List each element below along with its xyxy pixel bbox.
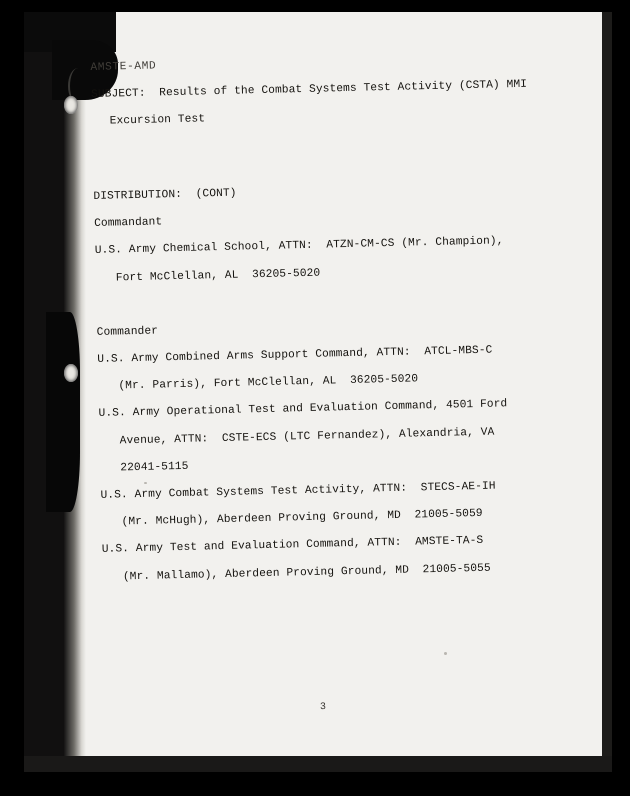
block-1-line-3: Avenue, ATTN: CSTE-ECS (LTC Fernandez), Alexandria, VA <box>99 426 495 448</box>
block-0-line-0: U.S. Army Chemical School, ATTN: ATZN-CM-CS (Mr. Champion), <box>94 235 504 258</box>
subject-line-1: SUBJECT: Results of the Combat Systems Test Activity (CSTA) MMI <box>90 78 528 101</box>
header-code: AMSTE-AMD <box>90 60 157 74</box>
block-1-line-5: U.S. Army Combat Systems Test Activity, ATTN: STECS-AE-IH <box>100 480 496 502</box>
block-1-line-7: U.S. Army Test and Evaluation Command, ATTN: AMSTE-TA-S <box>101 535 484 557</box>
scan-speck <box>444 652 447 655</box>
block-1-line-8: (Mr. Mallamo), Aberdeen Proving Ground, MD 21005-5055 <box>102 562 491 584</box>
block-1-line-1: (Mr. Parris), Fort McClellan, AL 36205-5020 <box>97 373 419 394</box>
block-1-line-4: 22041-5115 <box>99 460 189 475</box>
block-1-line-2: U.S. Army Operational Test and Evaluation Command, 4501 Ford <box>98 398 508 421</box>
right-edge-shadow <box>602 12 612 772</box>
distribution-heading: DISTRIBUTION: (CONT) <box>93 187 237 203</box>
block-1-title: Commander <box>96 325 159 339</box>
block-1-line-6: (Mr. McHugh), Aberdeen Proving Ground, MD 21005-5059 <box>101 508 483 530</box>
subject-line-2: Excursion Test <box>109 113 206 128</box>
block-1-line-0: U.S. Army Combined Arms Support Command, ATTN: ATCL-MBS-C <box>97 344 493 366</box>
block-0-line-1: Fort McClellan, AL 36205-5020 <box>95 267 321 285</box>
edge-blotch-lower <box>46 312 80 512</box>
punch-hole-middle <box>64 364 78 382</box>
bottom-edge-shadow <box>24 756 612 772</box>
punch-hole-top <box>64 96 78 114</box>
block-0-title: Commandant <box>94 216 163 231</box>
page-number: 3 <box>319 701 327 714</box>
typed-text-body <box>90 37 573 612</box>
document-scan-area <box>24 12 612 772</box>
